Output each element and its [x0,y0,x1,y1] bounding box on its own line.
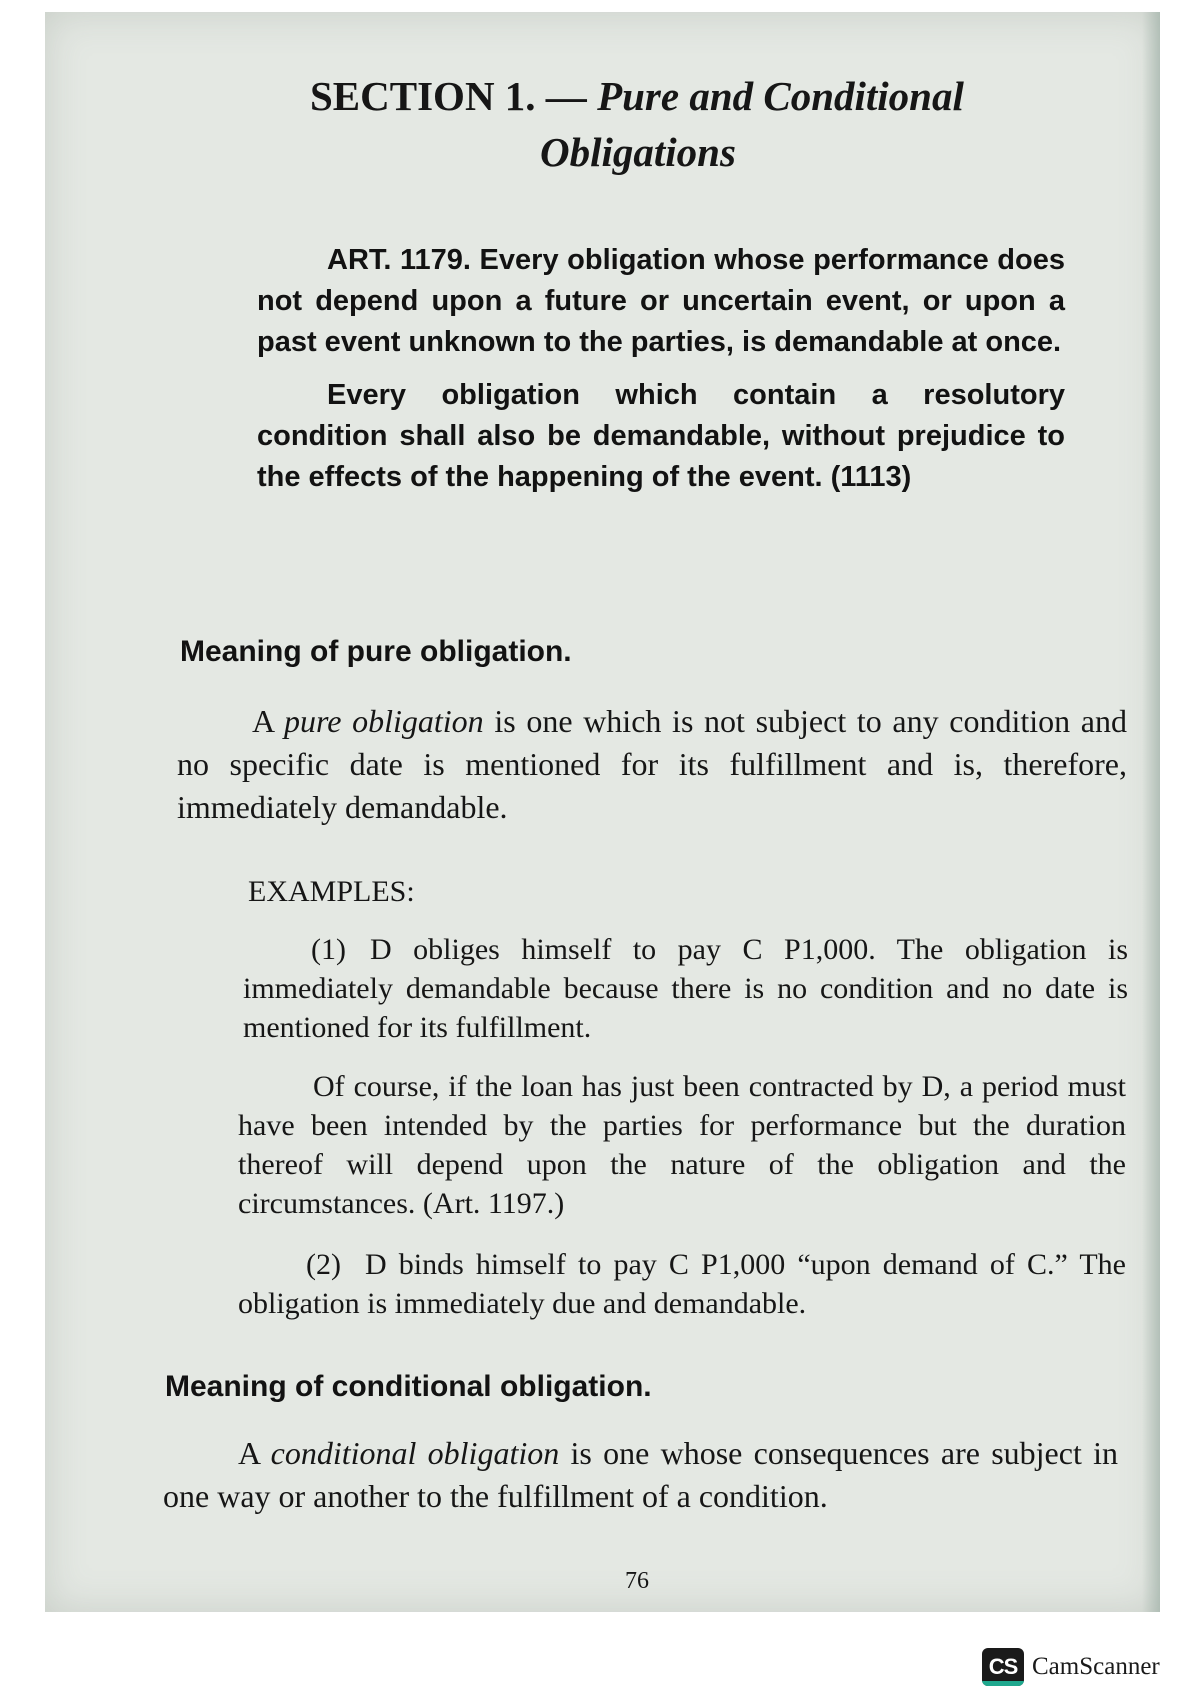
scanned-page [45,12,1160,1612]
article-1179 [257,240,1065,510]
camscanner-logo-icon: CS [982,1648,1024,1686]
example-1-number: (1) [311,933,346,966]
page-number: 76 [625,1568,649,1594]
section-title-part1: Pure and Conditional [597,73,964,119]
conditional-lead: A [238,1435,260,1471]
pure-obligation-paragraph [177,700,1127,829]
article-paragraph-1: ART. 1179. Every obligation whose performance does not depend upon a future or uncertain event, or upon a past event unknown to the parties, is demandable at once. [257,244,1065,358]
conditional-text: is one whose consequences are subject in one way or another to the fulfillment of a condition. [163,1435,1119,1514]
conditional-term: conditional obligation [270,1435,560,1471]
section-title [310,68,1110,180]
example-1-text: D obliges himself to pay C P1,000. The obligation is immediately demandable because there is no condition and no date is mentioned for its fulfillment. [243,933,1128,1044]
example-1-followup: Of course, if the loan has just been contracted by D, a period must have been intended by the parties for performance but the duration thereof will depend upon the nature of the obligation and the circumstances. (Art. 1197.) [238,1070,1126,1220]
camscanner-watermark [982,1648,1160,1686]
camscanner-name: CamScanner [1032,1653,1160,1680]
pure-lead: A [252,703,274,739]
examples-label: EXAMPLES: [248,875,415,908]
page-edge-shadow [1142,12,1160,1612]
pure-text: is one which is not subject to any condition and no specific date is mentioned for its fulfillment and is, therefore, immediately demandable. [177,703,1128,825]
section-title-part2: Obligations [540,129,736,175]
conditional-obligation-heading: Meaning of conditional obligation. [165,1370,652,1403]
example-1 [243,930,1128,1047]
conditional-obligation-paragraph [163,1432,1118,1518]
example-2 [238,1245,1126,1323]
example-2-text: D binds himself to pay C P1,000 “upon demand of C.” The obligation is immediately due and demandable. [238,1248,1126,1320]
pure-obligation-heading: Meaning of pure obligation. [180,635,572,668]
section-label: SECTION 1. — [310,73,587,119]
pure-term: pure obligation [284,703,484,739]
example-2-number: (2) [306,1248,341,1281]
article-paragraph-2: Every obligation which contain a resolutory condition shall also be demandable, without prejudice to the effects of the happening of the event. (1113) [257,379,1065,493]
